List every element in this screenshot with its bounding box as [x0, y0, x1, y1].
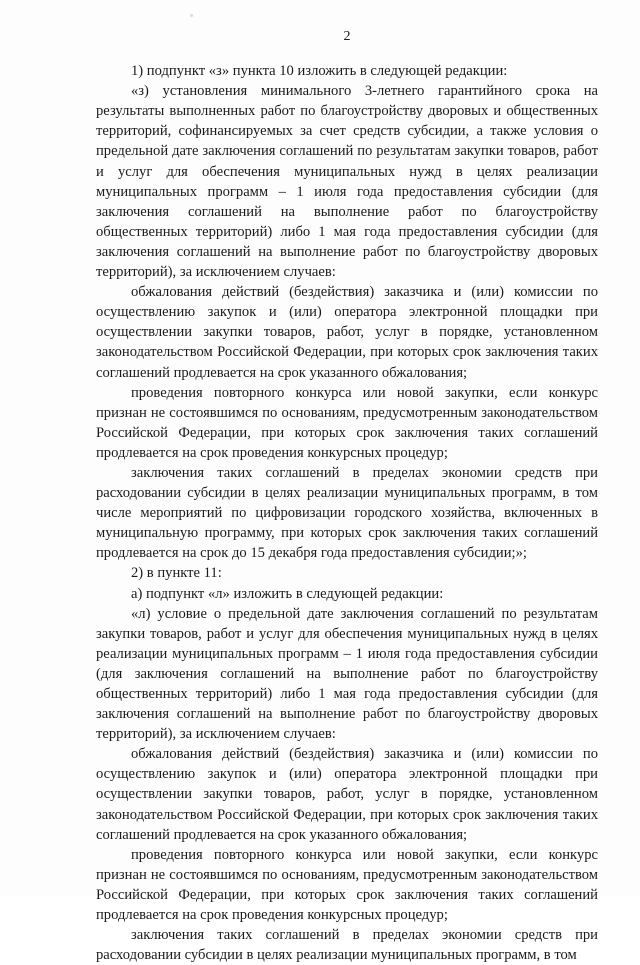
document-body — [96, 61, 598, 965]
paragraph-exception-appeal-2: обжалования действий (бездействия) заказчика и (или) комиссии по осуществлению закупок и (или) оператора электронной площадки при осуществлении закупки товаров, работ, услуг в порядке, установленном законодательством Российской Федерации, при которых срок заключения таких соглашений продлевается на срок указанного обжалования; — [96, 746, 598, 843]
paragraph-subitem-z: «з) установления минимального 3-летнего гарантийного срока на результаты выполненных работ по благоустройству дворовых и общественных территорий, софинансируемых за счет средств субсидии, а также условия о предельной дате заключения соглашений по результатам закупки товаров, работ и услуг для обеспечения муниципальных нужд в целях реализации муниципальных программ – 1 июля года предоставления субсидии (для заключения соглашений на выполнение работ по благоустройству общественных территорий) либо 1 мая года предоставления субсидии (для заключения соглашений на выполнение работ по благоустройству дворовых территорий), за исключением случаев: — [96, 83, 598, 281]
paragraph-exception-retender-2: проведения повторного конкурса или новой закупки, если конкурс признан не состоявшимся по основаниям, предусмотренным законодательством Российской Федерации, при которых срок заключения таких соглашений продлевается на срок проведения конкурсных процедур; — [96, 846, 598, 924]
paragraph-exception-appeal: обжалования действий (бездействия) заказчика и (или) комиссии по осуществлению закупок и (или) оператора электронной площадки при осуществлении закупки товаров, работ, услуг в порядке, установленном законодательством Российской Федерации, при которых срок заключения таких соглашений продлевается на срок указанного обжалования; — [96, 284, 598, 381]
paragraph-amendment-1: 1) подпункт «з» пункта 10 изложить в следующей редакции: — [131, 63, 508, 80]
paragraph-subitem-l: «л) условие о предельной дате заключения соглашений по результатам закупки товаров, работ и услуг для обеспечения муниципальных нужд в целях реализации муниципальных программ – 1 июля года предоставления субсидии (для заключения соглашений на выполнение работ по благоустройству общественных территорий) либо 1 мая года предоставления субсидии (для заключения соглашений на выполнение работ по благоустройству дворовых территорий), за исключением случаев: — [96, 605, 598, 743]
scan-dust-mark — [190, 14, 193, 17]
page-number: 2 — [343, 29, 351, 44]
paragraph-exception-retender: проведения повторного конкурса или новой закупки, если конкурс признан не состоявшимся по основаниям, предусмотренным законодательством Российской Федерации, при которых срок заключения таких соглашений продлевается на срок проведения конкурсных процедур; — [96, 384, 598, 461]
paragraph-subitem-a: а) подпункт «л» изложить в следующей редакции: — [131, 585, 444, 602]
paragraph-exception-savings-2: заключения таких соглашений в пределах экономии средств при расходовании субсидии в целях реализации муниципальных программ, в том — [96, 927, 598, 964]
paragraph-exception-savings: заключения таких соглашений в пределах экономии средств при расходовании субсидии в целях реализации муниципальных программ, в том числе мероприятий по цифровизации городского хозяйства, включенных в муниципальную программу, при которых срок заключения таких соглашений продлевается на срок до 15 декабря года предоставления субсидии;»; — [96, 464, 598, 562]
paragraph-amendment-2: 2) в пункте 11: — [131, 565, 222, 582]
